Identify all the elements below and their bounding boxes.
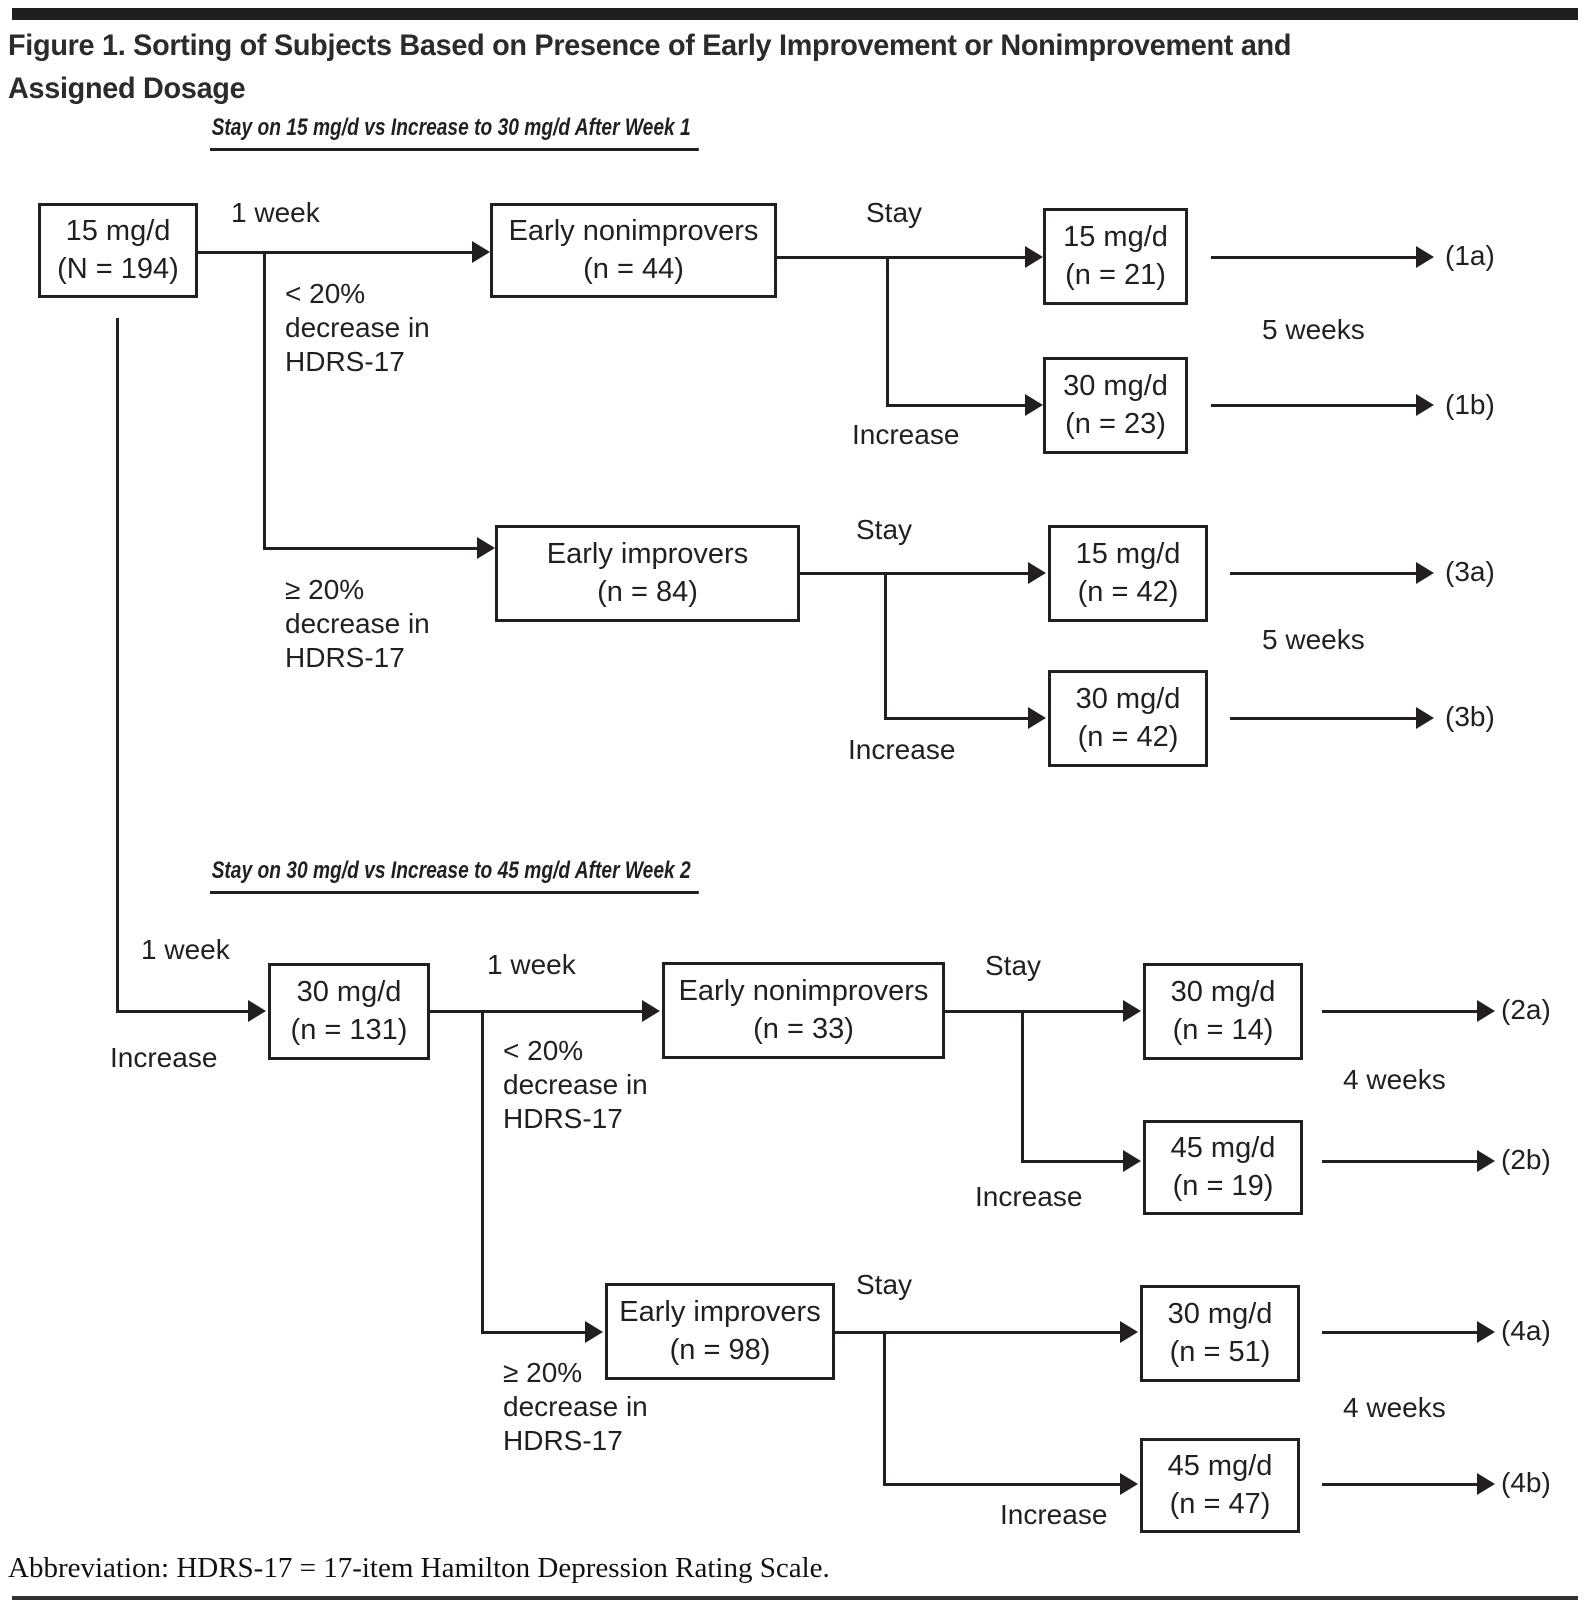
label-4-weeks: 4 weeks	[1343, 1392, 1446, 1423]
box-dose: 30 mg/d	[1170, 975, 1276, 1008]
box-early-nonimprovers-n44	[490, 203, 777, 298]
box-30mgd-n131	[268, 963, 430, 1060]
arrow-head	[1477, 1473, 1495, 1495]
box-count: (n = 23)	[1065, 407, 1166, 440]
label-arm-4b: (4b)	[1501, 1467, 1551, 1498]
connector-line	[886, 404, 1027, 407]
connector-line	[263, 547, 479, 550]
arrow-head	[472, 241, 490, 263]
box-45mgd-n19	[1143, 1120, 1303, 1215]
connector-line	[263, 251, 266, 550]
label-5-weeks: 5 weeks	[1262, 314, 1365, 345]
arrow-head	[1477, 1000, 1495, 1022]
label-increase: Increase	[1000, 1499, 1108, 1530]
figure-top-rule	[12, 8, 1578, 20]
connector-line	[1230, 717, 1418, 720]
criterion-line: < 20%	[285, 278, 366, 309]
box-count: (n = 33)	[753, 1012, 854, 1045]
criterion-line: HDRS-17	[503, 1425, 623, 1456]
box-count: (n = 42)	[1077, 720, 1179, 753]
box-count: (n = 21)	[1065, 258, 1166, 291]
box-early-nonimprovers-n33	[662, 962, 945, 1059]
box-count: (n = 47)	[1169, 1487, 1271, 1520]
box-count: (n = 84)	[597, 575, 698, 608]
label-arm-1b: (1b)	[1445, 389, 1495, 420]
label-increase: Increase	[848, 734, 956, 765]
box-dose: 30 mg/d	[1167, 1297, 1273, 1330]
arrow-head	[642, 1000, 660, 1022]
box-group: Early improvers	[619, 1295, 821, 1328]
box-15mgd-n21	[1043, 208, 1188, 305]
figure-title-line1: Figure 1. Sorting of Subjects Based on Presence of Early Improvement or Nonimprovement and	[8, 29, 1292, 62]
connector-line	[883, 1483, 1122, 1486]
connector-line	[1021, 1010, 1024, 1163]
arrow-head	[1416, 246, 1434, 268]
figure-title-line2: Assigned Dosage	[8, 72, 246, 105]
box-30mgd-n51	[1140, 1285, 1300, 1382]
connector-line	[777, 256, 1027, 259]
label-1-week: 1 week	[231, 197, 320, 228]
connector-line	[1211, 256, 1418, 259]
connector-line	[116, 1010, 250, 1013]
connector-line	[481, 1331, 587, 1334]
arrow-head	[1028, 707, 1046, 729]
box-dose: 45 mg/d	[1170, 1131, 1276, 1164]
criterion-line: decrease in	[285, 608, 430, 639]
arrow-head	[1028, 562, 1046, 584]
box-30mgd-n23	[1043, 357, 1188, 454]
connector-line	[1230, 572, 1418, 575]
box-group: Early improvers	[546, 537, 749, 570]
label-arm-3a: (3a)	[1445, 556, 1495, 587]
section2-heading: Stay on 30 mg/d vs Increase to 45 mg/d After Week 2	[210, 857, 699, 894]
connector-line	[884, 717, 1030, 720]
criterion-line: HDRS-17	[285, 642, 405, 673]
criterion-line: HDRS-17	[285, 346, 405, 377]
label-arm-3b: (3b)	[1445, 701, 1495, 732]
connector-line	[1211, 404, 1418, 407]
connector-line	[945, 1010, 1125, 1013]
arrow-head	[585, 1321, 603, 1343]
box-count: (n = 44)	[583, 252, 684, 285]
box-count: (n = 19)	[1172, 1169, 1274, 1202]
criterion-line: < 20%	[503, 1035, 584, 1066]
figure-bottom-rule	[12, 1596, 1578, 1600]
abbreviation-note: Abbreviation: HDRS-17 = 17-item Hamilton Depression Rating Scale.	[8, 1552, 830, 1584]
box-count: (n = 14)	[1172, 1013, 1274, 1046]
box-early-improvers-n84	[495, 525, 800, 622]
label-increase: Increase	[110, 1042, 218, 1073]
box-30mgd-n14	[1143, 963, 1303, 1060]
arrow-head	[1025, 394, 1043, 416]
figure-title	[8, 24, 1291, 110]
box-group: Early nonimprovers	[678, 974, 929, 1007]
label-arm-1a: (1a)	[1445, 240, 1495, 271]
label-arm-4a: (4a)	[1501, 1315, 1551, 1346]
criterion-lt20-week1	[285, 277, 430, 379]
label-1-week: 1 week	[487, 949, 576, 980]
criterion-line: decrease in	[503, 1069, 648, 1100]
label-arm-2b: (2b)	[1501, 1144, 1551, 1175]
label-5-weeks: 5 weeks	[1262, 624, 1365, 655]
connector-line	[886, 256, 889, 407]
label-1-week: 1 week	[141, 934, 230, 965]
connector-line	[198, 251, 474, 254]
label-stay: Stay	[856, 1269, 913, 1300]
arrow-head	[248, 1000, 266, 1022]
box-count: (n = 51)	[1169, 1335, 1271, 1368]
box-30mgd-n42	[1048, 670, 1208, 767]
box-count: (n = 131)	[290, 1013, 408, 1046]
box-dose: 15 mg/d	[65, 214, 171, 247]
box-count: (n = 42)	[1077, 575, 1179, 608]
box-dose: 30 mg/d	[1075, 682, 1181, 715]
criterion-line: HDRS-17	[503, 1103, 623, 1134]
arrow-head	[1416, 394, 1434, 416]
connector-line	[1322, 1010, 1479, 1013]
criterion-line: decrease in	[285, 312, 430, 343]
label-increase: Increase	[852, 419, 960, 450]
connector-line	[1322, 1331, 1479, 1334]
criterion-lt20-week2	[503, 1034, 648, 1136]
connector-line	[481, 1010, 484, 1334]
arrow-head	[1477, 1321, 1495, 1343]
criterion-line: ≥ 20%	[285, 574, 365, 605]
arrow-head	[1123, 1150, 1141, 1172]
box-group: Early nonimprovers	[508, 214, 759, 247]
label-stay: Stay	[866, 197, 923, 228]
connector-line	[1322, 1160, 1479, 1163]
arrow-head	[1477, 1150, 1495, 1172]
connector-line	[1322, 1483, 1479, 1486]
arrow-head	[1025, 246, 1043, 268]
criterion-ge20-week2	[503, 1356, 648, 1458]
connector-line	[800, 572, 1030, 575]
box-dose: 30 mg/d	[296, 975, 402, 1008]
box-dose: 15 mg/d	[1063, 220, 1168, 253]
connector-line	[430, 1010, 644, 1013]
label-stay: Stay	[856, 514, 913, 545]
label-increase: Increase	[975, 1181, 1083, 1212]
connector-line	[883, 1331, 886, 1486]
connector-line	[884, 572, 887, 720]
section1-heading: Stay on 15 mg/d vs Increase to 30 mg/d After Week 1	[210, 114, 699, 151]
label-stay: Stay	[985, 950, 1042, 981]
arrow-head	[1120, 1473, 1138, 1495]
label-arm-2a: (2a)	[1501, 994, 1551, 1025]
box-45mgd-n47	[1140, 1438, 1300, 1533]
arrow-head	[1120, 1321, 1138, 1343]
label-4-weeks: 4 weeks	[1343, 1064, 1446, 1095]
arrow-head	[1416, 562, 1434, 584]
connector-line	[1021, 1160, 1125, 1163]
connector-line	[835, 1331, 1122, 1334]
criterion-ge20-week1	[285, 573, 430, 675]
criterion-line: ≥ 20%	[503, 1357, 583, 1388]
box-count: (N = 194)	[57, 252, 179, 285]
arrow-head	[1123, 1000, 1141, 1022]
box-count: (n = 98)	[669, 1333, 771, 1366]
arrow-head	[1416, 707, 1434, 729]
box-15mgd-n194	[38, 203, 198, 298]
criterion-line: decrease in	[503, 1391, 648, 1422]
connector-line	[116, 318, 119, 1013]
arrow-head	[477, 537, 495, 559]
box-dose: 45 mg/d	[1167, 1449, 1273, 1482]
box-dose: 30 mg/d	[1063, 369, 1168, 402]
box-dose: 15 mg/d	[1075, 537, 1181, 570]
box-15mgd-n42	[1048, 525, 1208, 622]
